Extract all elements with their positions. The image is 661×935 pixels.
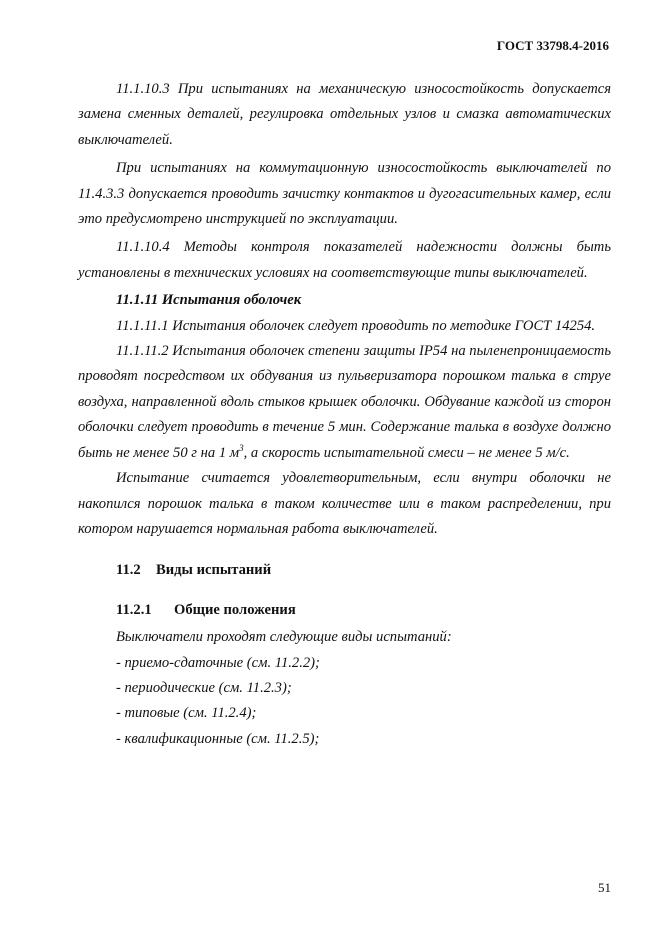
section-number: 11.2: [116, 562, 141, 579]
subsection-title: Общие положения: [174, 601, 296, 618]
paragraph-11-1-11-2-text: 11.1.11.2 Испытания оболочек степени защиты IP54 на пыленепроницаемость проводят посредством их обдувания из пульверизатора порошком талька в струе воздуха, направленной вдоль стыков крышек оболочки. Обдувание каждой из сторон оболочки следует проводить в течение 5 мин. Содержание талька в воздухе должно быть не менее 50 г на 1 м: [78, 343, 611, 461]
paragraph-11-1-11-2: [78, 339, 611, 466]
test-types-lead: Выключатели проходят следующие виды испытаний:: [116, 629, 452, 646]
heading-11-1-11: 11.1.11 Испытания оболочек: [116, 292, 302, 309]
paragraph-switching-wear: При испытаниях на коммутационную износостойкость выключателей по 11.4.3.3 допускается проводить зачистку контактов и дугогасительных камер, если это предусмотрено инструкцией по эксплуатации.: [78, 160, 611, 228]
paragraph-11-1-11-2-tail: , а скорость испытательной смеси – не менее 5 м/с.: [243, 444, 570, 461]
heading-11-2-1: [116, 598, 611, 623]
subsection-number: 11.2.1: [116, 601, 152, 618]
section-title: Виды испытаний: [156, 562, 272, 579]
paragraph-11-1-11-1: 11.1.11.1 Испытания оболочек следует проводить по методике ГОСТ 14254.: [116, 317, 596, 334]
paragraph-11-1-10-4: 11.1.10.4 Методы контроля показателей надежности должны быть установлены в технических условиях на соответствующие типы выключателей.: [78, 239, 611, 281]
list-item: - приемо-сдаточные (см. 11.2.2);: [116, 654, 320, 671]
list-item: - периодические (см. 11.2.3);: [116, 679, 292, 696]
paragraph-test-result: Испытание считается удовлетворительным, если внутри оболочки не накопился порошок талька в таком количестве или в таком распределении, при котором нарушается нормальная работа выключателей.: [78, 470, 611, 537]
list-item: - типовые (см. 11.2.4);: [116, 705, 257, 722]
paragraph-11-1-10-3: 11.1.10.3 При испытаниях на механическую износостойкость допускается замена сменных деталей, регулировка отдельных узлов и смазка автоматических выключателей.: [78, 81, 611, 148]
document-body: [78, 77, 611, 752]
standard-header: ГОСТ 33798.4-2016: [496, 38, 609, 53]
heading-11-2: [116, 558, 611, 583]
list-item: - квалификационные (см. 11.2.5);: [116, 730, 320, 747]
cubic-superscript: 3: [239, 442, 244, 453]
page-number: 51: [598, 880, 611, 895]
